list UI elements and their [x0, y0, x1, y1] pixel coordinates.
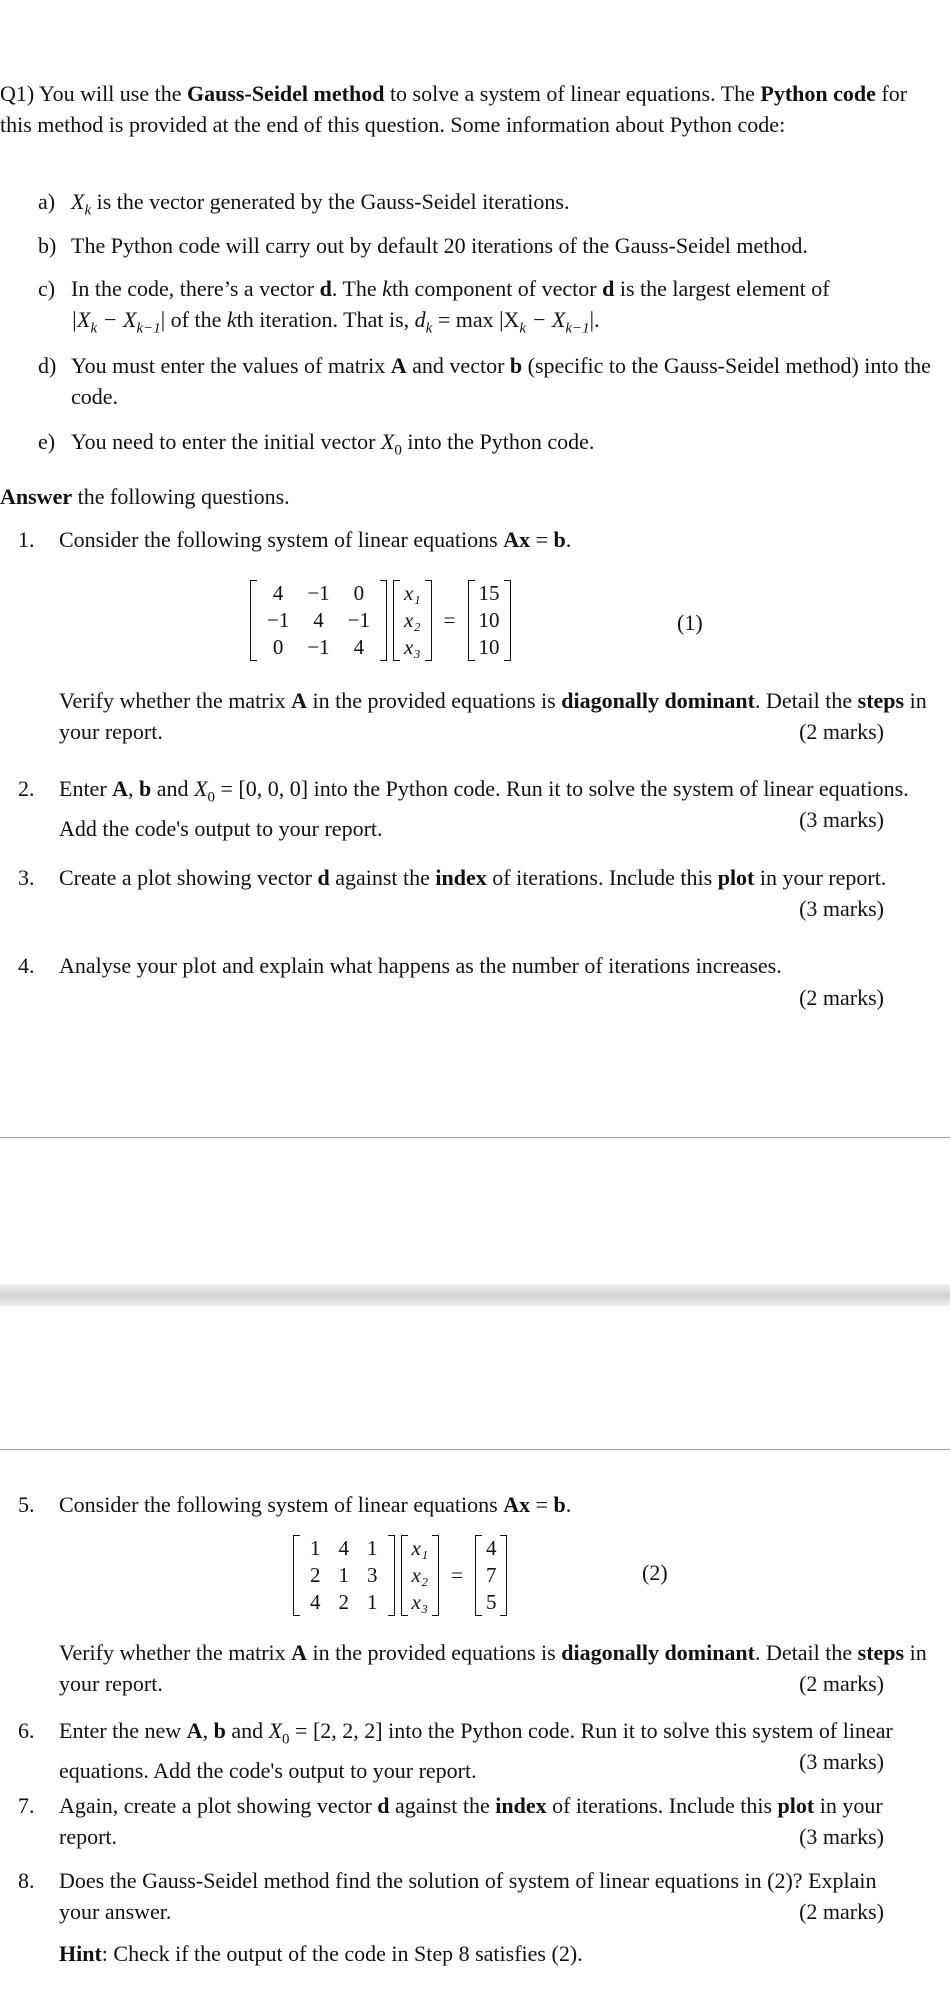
bold-steps: steps	[857, 688, 905, 713]
text: . Detail the	[755, 1640, 858, 1665]
math-vector: = [2, 2, 2]	[289, 1718, 383, 1743]
math-sub: k−1	[136, 320, 161, 337]
bold-A: A	[112, 776, 129, 801]
bold-steps: steps	[857, 1640, 905, 1665]
equals-sign: =	[443, 608, 456, 632]
vector-cell: x₂	[411, 1563, 429, 1587]
item-marker: c)	[38, 276, 56, 301]
item-a-text	[71, 186, 931, 226]
text: You need to enter the initial vector	[71, 429, 381, 454]
equation-2-label	[642, 1557, 668, 1589]
bold-b: b	[509, 353, 523, 378]
equation-1	[250, 580, 511, 661]
vector-cell: x₁	[411, 1536, 429, 1560]
math-sub: 0	[282, 1731, 290, 1748]
text: and	[225, 1718, 269, 1743]
intro-text-post: for this method is provided at the end of this question. Some information about Python code:	[0, 81, 908, 137]
bold-b: b	[213, 1718, 226, 1743]
matrix-cell: −1	[347, 608, 371, 632]
question-4-num	[18, 950, 35, 982]
bold-Ax: Ax	[503, 1492, 531, 1517]
text: Again, create a plot showing vector	[59, 1793, 378, 1818]
bold-Ax: Ax	[503, 527, 531, 552]
marks-text: (2 marks)	[799, 719, 884, 744]
label-text: (1)	[677, 610, 703, 635]
math-abs: |X	[71, 307, 91, 332]
item-d	[38, 350, 56, 382]
question-number: 1.	[18, 527, 35, 552]
math-sub: k−1	[565, 320, 590, 337]
intro-bold-method: Gauss-Seidel method	[187, 81, 385, 106]
item-a	[38, 186, 55, 218]
marks-text: (3 marks)	[799, 807, 884, 832]
text: In the code, there’s a vector	[71, 276, 320, 301]
hint-label: Hint	[59, 1941, 102, 1966]
matrix-cell: 4	[310, 1590, 321, 1614]
matrix-cell: 1	[338, 1563, 349, 1587]
matrix-cell: 1	[310, 1536, 321, 1560]
text: th component of vector	[391, 276, 603, 301]
hint	[59, 1938, 583, 1970]
vector-cell: 4	[485, 1536, 497, 1560]
math-minus: − X	[97, 307, 137, 332]
item-text: The Python code will carry out by default 20 iterations of the Gauss-Seidel method.	[71, 233, 808, 258]
hint-text: : Check if the output of the code in Step 8 satisfies (2).	[101, 1941, 583, 1966]
bold-b: b	[139, 776, 152, 801]
marks-question-4	[799, 982, 884, 1014]
intro-text: Q1) You will use the	[0, 81, 188, 106]
item-e	[38, 426, 55, 458]
item-marker: d)	[38, 353, 57, 378]
math-X: X	[194, 776, 208, 801]
marks-question-2	[799, 804, 884, 836]
matrix-cell: 2	[338, 1590, 349, 1614]
question-number: 4.	[18, 953, 35, 978]
answer-bold: Answer	[0, 484, 73, 509]
marks-question-7	[799, 1821, 884, 1853]
math-d: d	[414, 307, 426, 332]
marks-text: (3 marks)	[799, 1749, 884, 1774]
question-3-num	[18, 862, 35, 894]
text: =	[530, 527, 554, 552]
math-X: X	[268, 1718, 283, 1743]
intro-text-mid: to solve a system of linear equations. The	[384, 81, 761, 106]
vector-x1	[393, 580, 432, 661]
math-sub: k	[519, 320, 527, 337]
bold-plot: plot	[777, 1793, 815, 1818]
intro-bold-python: Python code	[760, 81, 876, 106]
bold-A: A	[291, 1640, 308, 1665]
bold-index: index	[495, 1793, 547, 1818]
matrix-cell: 3	[367, 1563, 378, 1587]
bold-dd: diagonally dominant	[561, 688, 755, 713]
text: into the Python code.	[401, 429, 595, 454]
vector-cell: 5	[485, 1590, 497, 1614]
marks-text: (2 marks)	[799, 1671, 884, 1696]
vector-cell: 15	[478, 581, 500, 605]
vector-x2	[401, 1535, 440, 1616]
question-5-text	[59, 1489, 571, 1521]
matrix-A2	[293, 1535, 395, 1616]
text: Analyse your plot and explain what happens as the number of iterations increases.	[59, 953, 782, 978]
text: Consider the following system of linear equations	[59, 1492, 504, 1517]
math-max: = max |X	[432, 307, 520, 332]
vector-b1	[468, 580, 511, 661]
item-b-text	[71, 230, 931, 262]
vector-cell: 10	[478, 608, 500, 632]
question-7-text	[59, 1790, 919, 1852]
vector-cell: x₃	[404, 635, 421, 659]
bold-index: index	[435, 865, 487, 890]
text: Consider the following system of linear equations	[59, 527, 504, 552]
text: . Detail the	[755, 688, 858, 713]
text: in your report.	[59, 1793, 883, 1849]
text: Enter the new	[59, 1718, 187, 1743]
matrix-cell: 4	[272, 581, 284, 605]
page-break-band	[0, 1284, 950, 1306]
vector-cell: x₁	[404, 581, 421, 605]
matrix-A1	[250, 580, 387, 661]
vector-cell: x₂	[404, 608, 421, 632]
text: ,	[202, 1718, 214, 1743]
bold-dd: diagonally dominant	[561, 1640, 755, 1665]
text: against the	[329, 865, 436, 890]
equation-1-label	[677, 607, 703, 639]
bold-b: b	[553, 527, 566, 552]
text: Verify whether the matrix	[59, 1640, 292, 1665]
text: and vector	[406, 353, 510, 378]
marks-text: (3 marks)	[799, 896, 884, 921]
vector-cell: x₃	[411, 1590, 429, 1614]
text: is the largest element of	[614, 276, 830, 301]
math-sub: 0	[207, 789, 216, 806]
bold-d: d	[317, 865, 330, 890]
marks-text: (2 marks)	[799, 985, 884, 1010]
item-marker: a)	[38, 189, 56, 214]
question-2-text	[59, 773, 919, 844]
equation-2	[293, 1535, 507, 1616]
text: in the provided equations is	[307, 1640, 562, 1665]
marks-text: (2 marks)	[799, 1899, 884, 1924]
question-8-num	[18, 1865, 35, 1897]
item-marker: b)	[38, 233, 57, 258]
matrix-cell: 4	[353, 635, 365, 659]
matrix-cell: −1	[267, 608, 290, 632]
marks-verify-2	[799, 1668, 884, 1700]
question-2-num	[18, 773, 35, 805]
vector-cell: 10	[478, 635, 500, 659]
matrix-cell: 4	[313, 608, 324, 632]
item-d-text	[71, 350, 941, 412]
marks-question-3	[799, 893, 884, 925]
bold-d: d	[377, 1793, 390, 1818]
text: ,	[128, 776, 140, 801]
bold-b: b	[553, 1492, 566, 1517]
math-sub: k	[90, 320, 98, 337]
text: of the	[165, 307, 227, 332]
question-number: 2.	[18, 776, 35, 801]
text: of iterations. Include this	[546, 1793, 778, 1818]
question-number: 5.	[18, 1492, 35, 1517]
bold-A: A	[186, 1718, 203, 1743]
text: into the Python code. Run it to solve this system of linear equations. Add the code's output to your report.	[59, 1718, 893, 1784]
marks-text: (3 marks)	[799, 1824, 884, 1849]
question-number: 3.	[18, 865, 35, 890]
matrix-cell: 1	[367, 1536, 378, 1560]
text: in your report.	[754, 865, 887, 890]
question-5-num	[18, 1489, 35, 1521]
marks-verify-1	[799, 716, 884, 748]
text: in your report.	[59, 1640, 927, 1696]
bold-A: A	[390, 353, 407, 378]
text: You must enter the values of matrix	[71, 353, 391, 378]
divider-top	[0, 1137, 950, 1138]
question-1-num	[18, 524, 35, 556]
bold-d: d	[602, 276, 615, 301]
item-c	[38, 273, 55, 305]
matrix-cell: 0	[353, 581, 365, 605]
intro-paragraph	[0, 78, 920, 140]
bold-plot: plot	[717, 865, 755, 890]
matrix-cell: 1	[367, 1590, 378, 1614]
question-1-text	[59, 524, 571, 556]
text: .	[565, 527, 572, 552]
math-bar: |	[160, 307, 166, 332]
matrix-cell: 2	[310, 1563, 321, 1587]
math-k: k	[226, 307, 237, 332]
item-marker: e)	[38, 429, 56, 454]
math-X: X	[380, 429, 395, 454]
math-minus: − X	[526, 307, 566, 332]
question-8-text	[59, 1865, 879, 1927]
question-6-num	[18, 1715, 35, 1747]
matrix-cell: −1	[307, 635, 330, 659]
math-sub-0: 0	[394, 442, 402, 459]
answer-text: the following questions.	[72, 484, 290, 509]
text: of iterations. Include this	[486, 865, 718, 890]
matrix-cell: 4	[338, 1536, 349, 1560]
text: against the	[389, 1793, 496, 1818]
equals-sign: =	[451, 1563, 463, 1587]
bold-A: A	[291, 688, 308, 713]
question-7-num	[18, 1790, 35, 1822]
text: Verify whether the matrix	[59, 688, 292, 713]
math-sub-k: k	[84, 202, 92, 219]
item-e-text	[71, 426, 941, 466]
text: .	[565, 1492, 572, 1517]
text: in the provided equations is	[307, 688, 562, 713]
divider-bottom	[0, 1449, 950, 1450]
text: th iteration. That is,	[236, 307, 415, 332]
text: Enter	[59, 776, 113, 801]
text: . The	[331, 276, 383, 301]
vector-cell: 7	[485, 1563, 497, 1587]
answer-heading	[0, 481, 290, 513]
item-b	[38, 230, 56, 262]
question-number: 6.	[18, 1718, 35, 1743]
text: Create a plot showing vector	[59, 865, 318, 890]
matrix-cell: −1	[307, 581, 330, 605]
marks-question-8	[799, 1896, 884, 1928]
matrix-cell: 0	[272, 635, 284, 659]
label-text: (2)	[642, 1560, 668, 1585]
item-c-line2	[71, 304, 941, 344]
math-X: X	[71, 189, 85, 214]
math-period: |.	[589, 307, 600, 332]
question-number: 8.	[18, 1868, 35, 1893]
math-sub: k	[425, 320, 433, 337]
bold-d: d	[319, 276, 332, 301]
marks-question-6	[799, 1746, 884, 1778]
item-c-line1	[71, 273, 941, 305]
math-vector: = [0, 0, 0]	[215, 776, 309, 801]
text: in your report.	[59, 688, 927, 744]
question-3-text	[59, 862, 919, 893]
math-k: k	[382, 276, 392, 301]
item-text: is the vector generated by the Gauss-Seidel iterations.	[96, 189, 570, 214]
text: Does the Gauss-Seidel method find the solution of system of linear equations in (2)? Explain your answer.	[59, 1868, 877, 1924]
vector-b2	[475, 1535, 508, 1616]
text: (specific to the Gauss-Seidel method) into the code.	[71, 353, 931, 409]
question-4-text	[59, 950, 929, 982]
text: into the Python code. Run it to solve the system of linear equations. Add the code's output to your report.	[59, 776, 909, 842]
question-number: 7.	[18, 1793, 35, 1818]
text: and	[151, 776, 195, 801]
text: =	[530, 1492, 554, 1517]
